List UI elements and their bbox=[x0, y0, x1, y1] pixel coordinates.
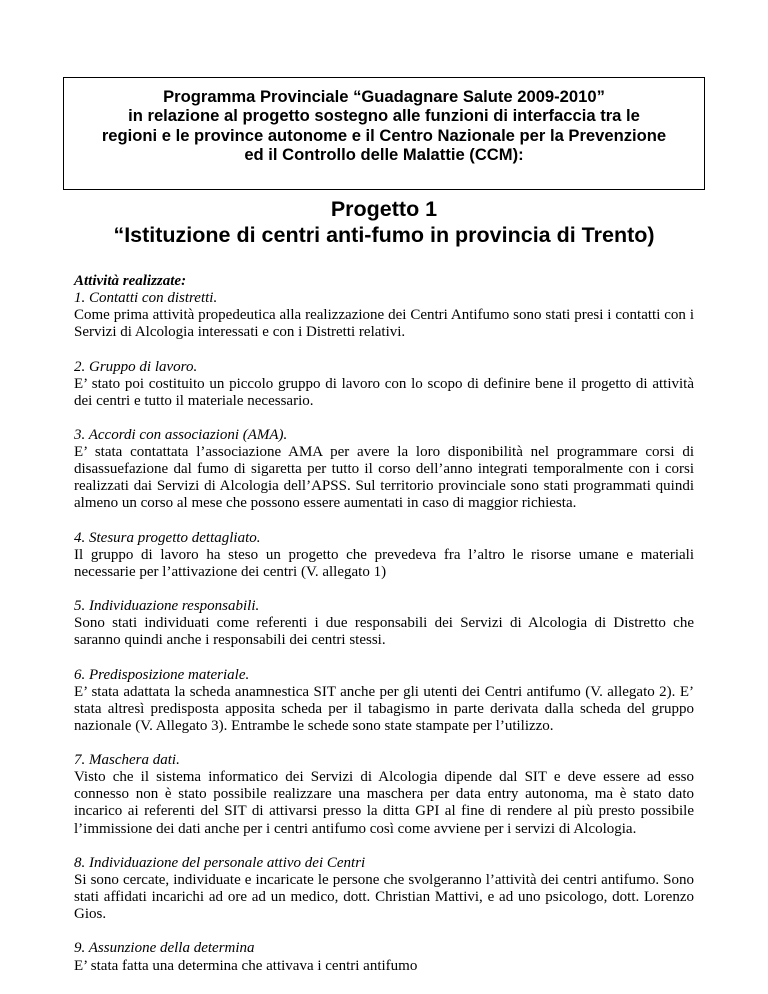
section-title: 1. Contatti con distretti. bbox=[74, 290, 218, 307]
header-line: in relazione al progetto sostegno alle funzioni di interfaccia tra le bbox=[128, 106, 640, 126]
section-body: Visto che il sistema informatico dei Servizi di Alcologia dipende dal SIT e deve essere ad esso connesso non è stato possibile realizzare una maschera per data entry autonoma, ma è stato dato incarico ai referenti del SIT di attivarsi presso la ditta GPI al fine di rendere al più presto possibile l’immissione dei dati anche per i centri antifumo così come avviene per i servizi di Alcologia. bbox=[74, 769, 694, 837]
project-title bbox=[0, 196, 768, 248]
section-staff bbox=[74, 855, 694, 923]
section-title: 2. Gruppo di lavoro. bbox=[74, 358, 198, 375]
section-title: 4. Stesura progetto dettagliato. bbox=[74, 529, 261, 546]
section-data-mask bbox=[74, 752, 694, 837]
project-title-line2: “Istituzione di centri anti-fumo in provincia di Trento) bbox=[113, 223, 655, 247]
header-line: Programma Provinciale “Guadagnare Salute 2009-2010” bbox=[163, 87, 605, 106]
header-line: ed il Controllo delle Malattie (CCM): bbox=[244, 145, 524, 165]
section-body: E’ stato poi costituito un piccolo gruppo di lavoro con lo scopo di definire bene il progetto di attività dei centri e tutto il materiale necessario. bbox=[74, 375, 694, 409]
section-body: E’ stata fatta una determina che attivava i centri antifumo bbox=[74, 957, 418, 974]
section-determination bbox=[74, 940, 694, 974]
section-managers bbox=[74, 598, 694, 649]
section-body: Il gruppo di lavoro ha steso un progetto che prevedeva fra l’altro le risorse umane e materiali necessarie per l’attivazione dei centri (V. allegato 1) bbox=[74, 546, 694, 580]
section-contacts bbox=[74, 290, 694, 341]
section-title: 8. Individuazione del personale attivo dei Centri bbox=[74, 854, 366, 871]
section-title: 3. Accordi con associazioni (AMA). bbox=[74, 427, 288, 444]
activities-heading: Attività realizzate: bbox=[74, 273, 187, 289]
section-title: 7. Maschera dati. bbox=[74, 752, 180, 769]
section-body: Si sono cercate, individuate e incaricate le persone che svolgeranno l’attività dei centri antifumo. Sono stati affidati incarichi ad ore ad un medico, dott. Christian Mattivi, e ad uno psicologo, dott. Lorenzo Gios. bbox=[74, 871, 694, 923]
section-title: 9. Assunzione della determina bbox=[74, 940, 255, 957]
section-materials bbox=[74, 667, 694, 735]
header-line: regioni e le province autonome e il Centro Nazionale per la Prevenzione bbox=[101, 125, 667, 145]
section-title: 5. Individuazione responsabili. bbox=[74, 598, 260, 615]
section-title: 6. Predisposizione materiale. bbox=[74, 666, 250, 683]
section-work-group bbox=[74, 359, 694, 410]
project-title-line1: Progetto 1 bbox=[330, 197, 438, 221]
program-header-box bbox=[63, 77, 705, 190]
section-project-draft bbox=[74, 530, 694, 581]
section-body: E’ stata contattata l’associazione AMA per avere la loro disponibilità nel programmare corsi di disassuefazione dal fumo di sigaretta per tutto il corso dell’anno integrati temporalmente con i corsi realizzati dai Servizi di Alcologia dell’APSS. Sul territorio provinciale sono stati programmati quindi almeno un corso al mese che possono essere aumentati in caso di maggior richiesta. bbox=[74, 444, 694, 512]
section-body: Come prima attività propedeutica alla realizzazione dei Centri Antifumo sono stati presi i contatti con i Servizi di Alcologia interessati e con i Distretti relativi. bbox=[74, 307, 694, 341]
section-agreements bbox=[74, 427, 694, 512]
activities-content bbox=[74, 273, 694, 992]
section-body: E’ stata adattata la scheda anamnestica SIT anche per gli utenti dei Centri antifumo (V. allegato 2). E’ stata altresì predisposta apposita scheda per il tabagismo in parte derivata dalla scheda del gruppo nazionale (V. Allegato 3). Entrambe le schede sono state stampate per l’utilizzo. bbox=[74, 683, 694, 734]
section-body: Sono stati individuati come referenti i due responsabili dei Servizi di Alcologia di Distretto che saranno quindi anche i responsabili dei centri stessi. bbox=[74, 615, 694, 649]
